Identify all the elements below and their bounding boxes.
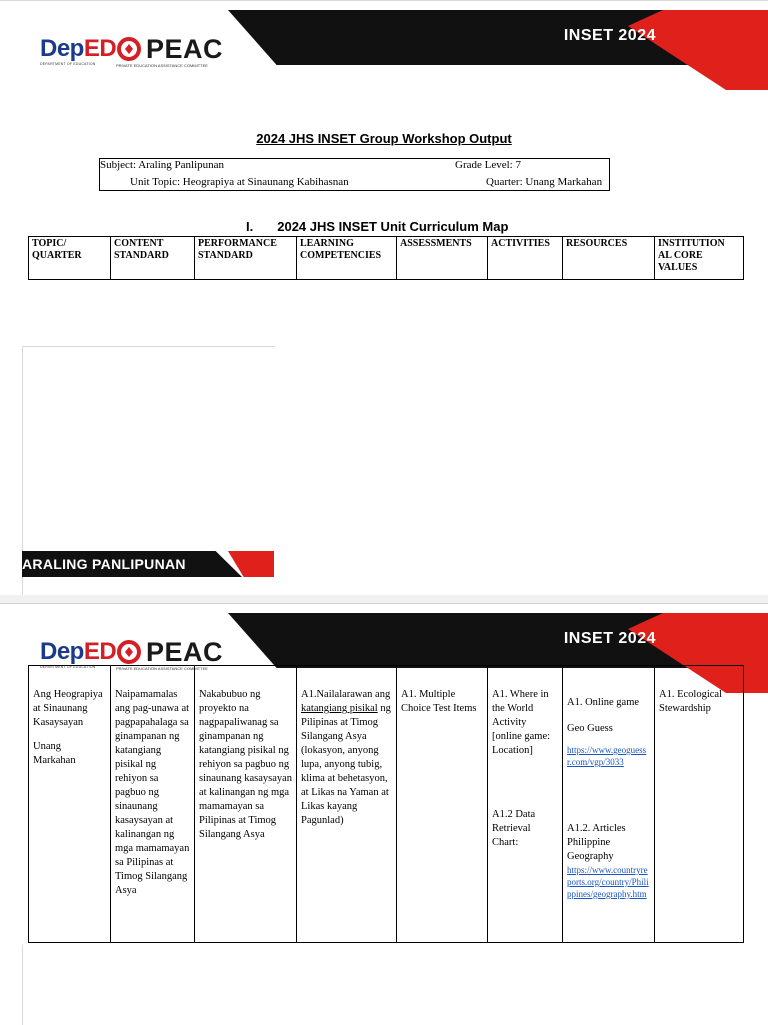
section-heading: I. 2024 JHS INSET Unit Curriculum Map: [246, 219, 509, 234]
deped-logo-subtitle: DEPARTMENT OF EDUCATION: [40, 665, 96, 669]
column-header: TOPIC/ QUARTER: [29, 237, 111, 280]
inset-banner: [228, 10, 768, 65]
subject-banner: [22, 551, 274, 577]
topic-text: Ang Heograpiya at Sinaunang Kasaysayan: [33, 689, 103, 728]
resource-text: A1.2. Articles Philippine Geography: [567, 823, 626, 862]
inset-banner: [228, 613, 768, 668]
column-header: ASSESSMENTS: [397, 237, 488, 280]
performance-standard-text: Nakabubuo ng proyekto na nagpapaliwanag sa ginampanan ng katangiang pisikal ng rehiyon sa pagbuo ng sinaunang kasaysayan at kalinangan ng mga mamamayan sa Pilipinas at Timog Silangang Asya: [199, 689, 293, 840]
deped-logo: DepED: [40, 35, 117, 62]
column-header: LEARNING COMPETENCIES: [297, 237, 397, 280]
content-standard-text: Naipamamalas ang pag-unawa at pagpapahalaga sa ginampanan ng katangiang pisikal ng rehiyon sa pagbuo ng sinaunang kasaysayan at kalinangan ng mga mamamayan sa Pilipinas at Timog Silangang Asya: [115, 689, 190, 896]
assessments-cell: [397, 666, 488, 943]
performance-standard-cell: [195, 666, 297, 943]
peac-mark-icon: [116, 639, 142, 665]
column-header: PERFORMANCE STANDARD: [195, 237, 297, 280]
activity-text: A1. Where in the World Activity [online game: Location]: [492, 689, 551, 756]
topic-cell: [29, 666, 111, 943]
resource-link[interactable]: https://www.countryreports.org/country/Philippines/geography.htm: [567, 865, 649, 899]
peac-logo-subtitle: PRIVATE EDUCATION ASSISTANCE COMMITTEE: [116, 63, 208, 68]
page-gap: [0, 595, 768, 603]
column-header: CONTENT STANDARD: [111, 237, 195, 280]
activities-cell: [488, 666, 563, 943]
assessment-text: A1. Multiple Choice Test Items: [401, 689, 477, 714]
document-page-1: DepED DEPARTMENT OF EDUCATION PEAC PRIVATE EDUCATION ASSISTANCE COMMITTEE INSET 2024 2024 JHS INSET Group Workshop Output Subject: Araling Panlipunan Grade Level: 7 Unit Topic: Heograpiya at Sinaunang Kabihasnan Quarter: Unang Markahan I. 2024 JHS INSET Unit Curriculum Map TOPIC/ QUARTER CONTENT STANDARD PERFORMANCE STANDARD LEARNING COMPETENCIES ASSESSMENTS ACTIVITIES RESOURCES INSTITUTION AL CORE VALUES ARALING PANLIPUNAN: [0, 0, 768, 596]
core-value-text: A1. Ecological Stewardship: [659, 689, 722, 714]
learning-competency-text: A1.Nailalarawan ang katangiang pisikal ng Pilipinas at Timog Silangang Asya (lokasyon, anyong lupa, anyong tubig, klima at behetasyon, at Likas na Yaman at Likas kayang Pagunlad): [301, 689, 391, 826]
banner-title: INSET 2024: [563, 27, 656, 44]
quarter-text: Unang Markahan: [33, 741, 76, 766]
peac-mark-icon: [116, 36, 142, 62]
peac-logo-subtitle: PRIVATE EDUCATION ASSISTANCE COMMITTEE: [116, 666, 208, 671]
quarter-text: Quarter: Unang Markahan: [486, 176, 603, 188]
curriculum-map-row: [28, 665, 744, 943]
resources-cell: [563, 666, 655, 943]
column-header: ACTIVITIES: [488, 237, 563, 280]
unit-topic-text: Unit Topic: Heograpiya at Sinaunang Kabihasnan: [130, 176, 349, 188]
footer-frame: [22, 945, 23, 1025]
document-page-2: DepED DEPARTMENT OF EDUCATION PEAC PRIVATE EDUCATION ASSISTANCE COMMITTEE INSET 2024 Ang Heograpiya at Sinaunang Kasaysayan Unang Markahan Naipamamalas ang pag-unawa at pagpapahalaga sa ginampanan ng katangiang pisikal ng rehiyon sa pagbuo ng sinaunang kasaysayan at kalinangan ng mga mamamayan sa Pilipinas at Timog Silangang Asya Nakabubuo ng proyekto na nagpapaliwanag sa ginampanan ng katangiang pisikal ng rehiyon sa pagbuo ng sinaunang kasaysayan at kalinangan ng mga mamamayan sa Pilipinas at Timog Silangang Asya A1.Nailalarawan ang katangiang pisikal ng Pilipinas at Timog Silangang Asya (lokasyon, anyong lupa, anyong tubig, klima at behetasyon, at Likas na Yaman at Likas kayang Pagunlad) A1. Multiple Choice Test Items A1. Where in the World Activity [online game: Location] A1.2 Data Retrieval Chart: A1. Online game Geo Guess https://www.geoguessr.com/vgp/3033 A1.2. Articles Philippine Geography https://www.countryreports.org/country/Philippines/geography.htm A1. Ecological Stewardship: [0, 603, 768, 1025]
subject-info-table: [99, 158, 610, 191]
document-title: 2024 JHS INSET Group Workshop Output: [256, 131, 512, 146]
deped-logo: DepED: [40, 638, 117, 665]
column-header: RESOURCES: [563, 237, 655, 280]
column-header: INSTITUTION AL CORE VALUES: [655, 237, 744, 280]
banner-title: INSET 2024: [563, 630, 656, 647]
learning-competencies-cell: [297, 666, 397, 943]
curriculum-map-header: [28, 236, 744, 280]
resource-text: Geo Guess: [567, 723, 613, 734]
grade-level-text: Grade Level: 7: [455, 159, 521, 171]
deped-logo-subtitle: DEPARTMENT OF EDUCATION: [40, 62, 96, 66]
activity-text: A1.2 Data Retrieval Chart:: [492, 809, 536, 848]
subject-text: Subject: Araling Panlipunan: [100, 159, 225, 171]
content-standard-cell: [111, 666, 195, 943]
core-values-cell: [655, 666, 744, 943]
resource-text: A1. Online game: [567, 697, 640, 708]
subject-banner-text: ARALING PANLIPUNAN: [22, 556, 186, 572]
resource-link[interactable]: https://www.geoguessr.com/vgp/3033: [567, 745, 647, 767]
